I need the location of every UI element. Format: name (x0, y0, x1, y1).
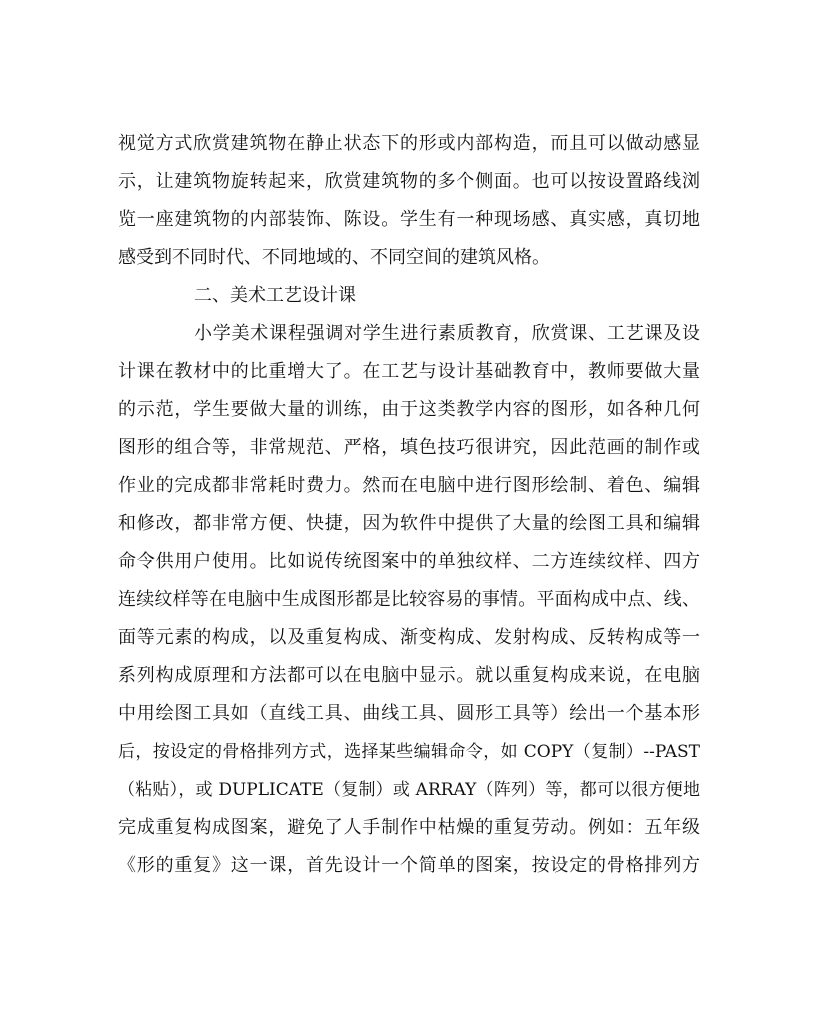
paragraph-2-line-1: 小学美术课程强调对学生进行素质教育，欣赏课、工艺课及设 (194, 323, 700, 344)
paragraph-2-line-5: 作业的完成都非常耗时费力。然而在电脑中进行图形绘制、着色、编辑 (118, 475, 700, 496)
paragraph-2-line-4: 图形的组合等，非常规范、严格，填色技巧很讲究，因此范画的制作或 (118, 437, 700, 458)
paragraph-2-line-14: 完成重复构成图案，避免了人手制作中枯燥的重复劳动。例如：五年级 (118, 817, 700, 838)
paragraph-2-line-12: 后，按设定的骨格排列方式，选择某些编辑命令，如 COPY（复制）--PAST (118, 742, 700, 762)
paragraph-2-line-9: 面等元素的构成，以及重复构成、渐变构成、发射构成、反转构成等一 (118, 627, 700, 648)
paragraph-1-line-3: 览一座建筑物的内部装饰、陈设。学生有一种现场感、真实感，真切地 (118, 209, 700, 230)
paragraph-1-line-4: 感受到不同时代、不同地域的、不同空间的建筑风格。 (118, 247, 550, 268)
paragraph-2-line-6: 和修改，都非常方便、快捷，因为软件中提供了大量的绘图工具和编辑 (118, 513, 700, 534)
paragraph-2-line-8: 连续纹样等在电脑中生成图形都是比较容易的事情。平面构成中点、线、 (118, 589, 700, 610)
paragraph-1-line-2: 示，让建筑物旋转起来，欣赏建筑物的多个侧面。也可以按设置路线浏 (118, 171, 700, 192)
paragraph-2-line-15: 《形的重复》这一课，首先设计一个简单的图案，按设定的骨格排列方 (118, 855, 700, 876)
paragraph-2-line-3: 的示范，学生要做大量的训练，由于这类教学内容的图形，如各种几何 (118, 399, 700, 420)
paragraph-2-line-7: 命令供用户使用。比如说传统图案中的单独纹样、二方连续纹样、四方 (118, 551, 700, 572)
section-heading: 二、美术工艺设计课 (194, 285, 356, 306)
paragraph-2-line-11: 中用绘图工具如（直线工具、曲线工具、圆形工具等）绘出一个基本形 (118, 703, 700, 724)
paragraph-2-line-2: 计课在教材中的比重增大了。在工艺与设计基础教育中，教师要做大量 (118, 361, 700, 382)
paragraph-2-line-13: （粘贴），或 DUPLICATE（复制）或 ARRAY（阵列）等，都可以很方便地 (118, 780, 700, 800)
paragraph-2-line-10: 系列构成原理和方法都可以在电脑中显示。就以重复构成来说，在电脑 (118, 665, 700, 686)
paragraph-1-line-1: 视觉方式欣赏建筑物在静止状态下的形或内部构造，而且可以做动感显 (118, 133, 700, 154)
